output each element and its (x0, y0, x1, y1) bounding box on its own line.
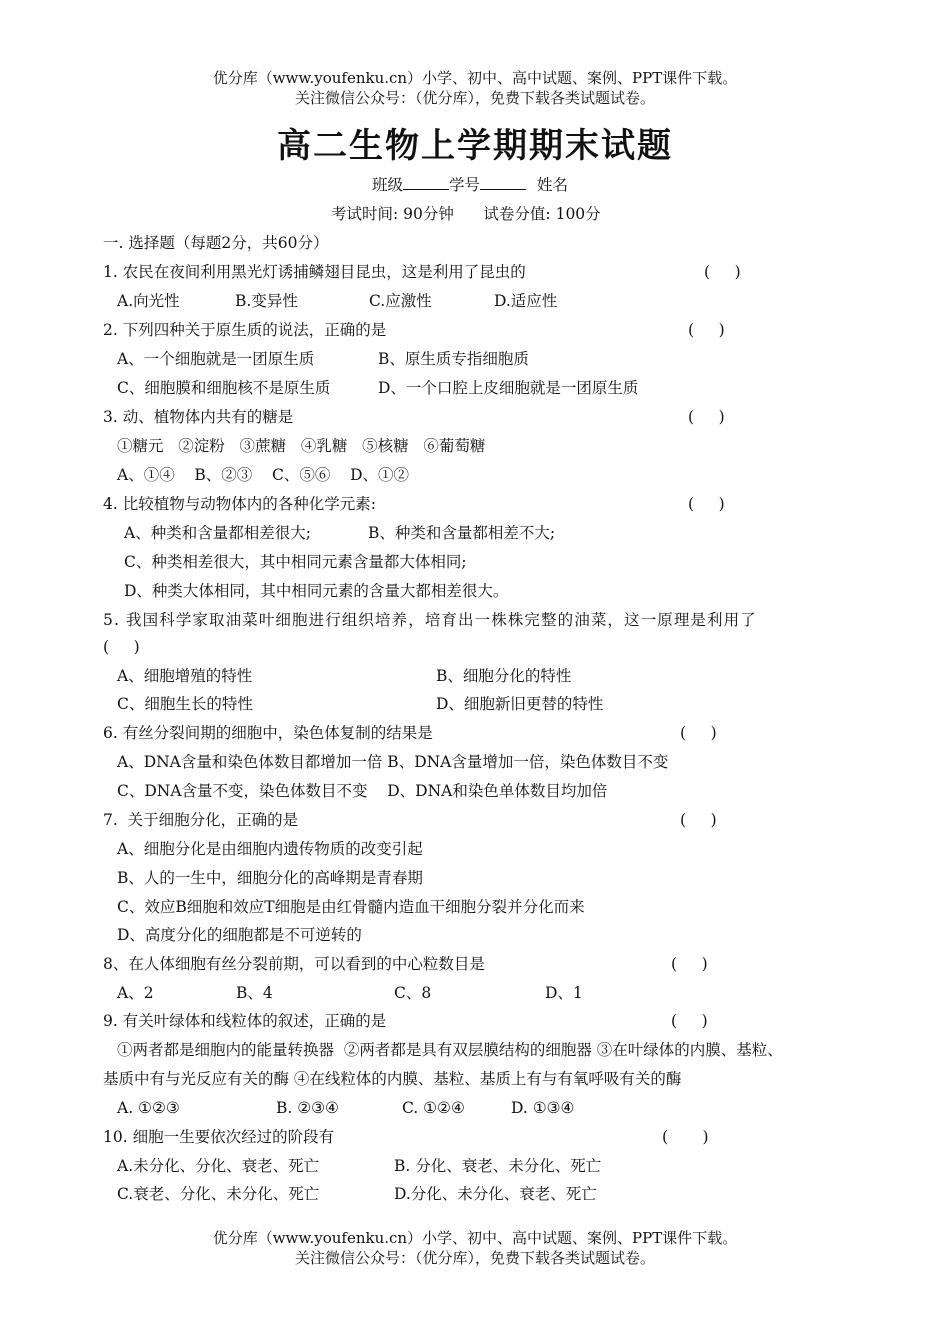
question-6-stem: 6. 有丝分裂间期的细胞中，染色体复制的结果是 (103, 724, 433, 742)
q2-option-c: C、细胞膜和细胞核不是原生质 (117, 379, 331, 397)
question-3-answer[interactable]: ( ) (688, 408, 725, 426)
class-blank[interactable] (403, 175, 449, 190)
q5-option-a: A、细胞增殖的特性 (117, 667, 253, 685)
q2-option-d: D、一个口腔上皮细胞就是一团原生质 (378, 379, 639, 397)
q6-options-ab: A、DNA含量和染色体数目都增加一倍 B、DNA含量增加一倍，染色体数目不变 (117, 753, 669, 771)
q1-option-b: B.变异性 (235, 292, 298, 310)
question-5-answer[interactable]: ( ) (103, 638, 140, 656)
q4-option-a: A、种类和含量都相差很大; (124, 524, 311, 542)
q8-option-b: B、4 (236, 984, 273, 1002)
q10-option-b: B. 分化、衰老、未分化、死亡 (394, 1157, 602, 1175)
q3-items: ①糖元 ②淀粉 ③蔗糖 ④乳糖 ⑤核糖 ⑥葡萄糖 (117, 437, 486, 455)
number-blank[interactable] (480, 175, 526, 190)
question-3-stem: 3. 动、植物体内共有的糖是 (103, 408, 294, 426)
q3-options: A、①④ B、②③ C、⑤⑥ D、①② (117, 466, 409, 484)
question-10-answer[interactable]: ( ) (662, 1128, 709, 1146)
question-8-answer[interactable]: ( ) (671, 955, 708, 973)
q1-option-c: C.应激性 (369, 292, 432, 310)
question-10-stem: 10. 细胞一生要依次经过的阶段有 (103, 1128, 335, 1146)
question-9-answer[interactable]: ( ) (671, 1012, 708, 1030)
q7-option-b: B、人的一生中，细胞分化的高峰期是青春期 (117, 869, 423, 887)
question-8-stem: 8、在人体细胞有丝分裂前期，可以看到的中心粒数目是 (103, 955, 485, 973)
question-2-answer[interactable]: ( ) (688, 321, 725, 339)
class-label: 班级 (372, 176, 404, 194)
student-info (372, 174, 568, 196)
q9-option-b: B. ②③④ (276, 1099, 339, 1117)
q10-option-c: C.衰老、分化、未分化、死亡 (117, 1185, 320, 1203)
number-label: 学号 (449, 176, 481, 194)
name-label: 姓名 (536, 176, 568, 194)
q2-option-a: A、一个细胞就是一团原生质 (117, 350, 315, 368)
question-1-stem: 1. 农民在夜间利用黑光灯诱捕鳞翅目昆虫，这是利用了昆虫的 (103, 263, 526, 281)
q10-option-a: A.未分化、分化、衰老、死亡 (117, 1157, 320, 1175)
q1-option-d: D.适应性 (494, 292, 558, 310)
question-2-stem: 2. 下列四种关于原生质的说法，正确的是 (103, 321, 387, 339)
section-heading: 一. 选择题（每题2分，共60分） (103, 234, 329, 252)
q8-option-c: C、8 (394, 984, 432, 1002)
question-1-answer[interactable]: ( ) (704, 263, 741, 281)
q4-option-b: B、种类和含量都相差不大; (368, 524, 556, 542)
q5-option-d: D、细胞新旧更替的特性 (436, 695, 604, 713)
question-6-answer[interactable]: ( ) (680, 724, 717, 742)
q9-option-d: D. ①③④ (511, 1099, 575, 1117)
q7-option-a: A、细胞分化是由细胞内遗传物质的改变引起 (117, 840, 423, 858)
question-4-answer[interactable]: ( ) (688, 495, 725, 513)
question-5-stem: 5. 我国科学家取油菜叶细胞进行组织培养，培育出一株株完整的油菜，这一原理是利用了 (103, 611, 757, 629)
q5-option-c: C、细胞生长的特性 (117, 695, 253, 713)
q5-option-b: B、细胞分化的特性 (436, 667, 572, 685)
q9-option-a: A. ①②③ (117, 1099, 180, 1117)
footer-line-1: 优分库（www.youfenku.cn）小学、初中、高中试题、案例、PPT课件下载。 (212, 1229, 738, 1247)
q4-option-d: D、种类大体相同，其中相同元素的含量大都相差很大。 (124, 582, 509, 600)
question-7-answer[interactable]: ( ) (680, 811, 717, 829)
header-line-1: 优分库（www.youfenku.cn）小学、初中、高中试题、案例、PPT课件下载。 (212, 69, 738, 87)
footer-line-2: 关注微信公众号：（优分库），免费下载各类试题试卷。 (294, 1249, 655, 1267)
page-title: 高二生物上学期期末试题 (277, 126, 673, 166)
q6-options-cd: C、DNA含量不变，染色体数目不变 D、DNA和染色单体数目均加倍 (117, 782, 608, 800)
q7-option-d: D、高度分化的细胞都是不可逆转的 (117, 926, 362, 944)
q2-option-b: B、原生质专指细胞质 (378, 350, 529, 368)
q7-option-c: C、效应B细胞和效应T细胞是由红骨髓内造血干细胞分裂并分化而来 (117, 898, 585, 916)
q10-option-d: D.分化、未分化、衰老、死亡 (394, 1185, 597, 1203)
q9-option-c: C. ①②④ (402, 1099, 465, 1117)
exam-meta: 考试时间: 90分钟 试卷分值: 100分 (331, 205, 601, 223)
q9-statements-2: 基质中有与光反应有关的酶 ④在线粒体的内膜、基粒、基质上有与有氧呼吸有关的酶 (103, 1070, 682, 1088)
question-9-stem: 9. 有关叶绿体和线粒体的叙述，正确的是 (103, 1012, 387, 1030)
question-4-stem: 4. 比较植物与动物体内的各种化学元素: (103, 495, 376, 513)
header-line-2: 关注微信公众号：（优分库），免费下载各类试题试卷。 (294, 89, 655, 107)
q4-option-c: C、种类相差很大，其中相同元素含量都大体相同; (124, 553, 467, 571)
q8-option-a: A、2 (117, 984, 154, 1002)
q1-option-a: A.向光性 (117, 292, 180, 310)
question-7-stem: 7. 关于细胞分化，正确的是 (103, 811, 299, 829)
q9-statements-1: ①两者都是细胞内的能量转换器 ②两者都是具有双层膜结构的细胞器 ③在叶绿体的内膜、基粒、 (117, 1041, 783, 1059)
q8-option-d: D、1 (545, 984, 583, 1002)
